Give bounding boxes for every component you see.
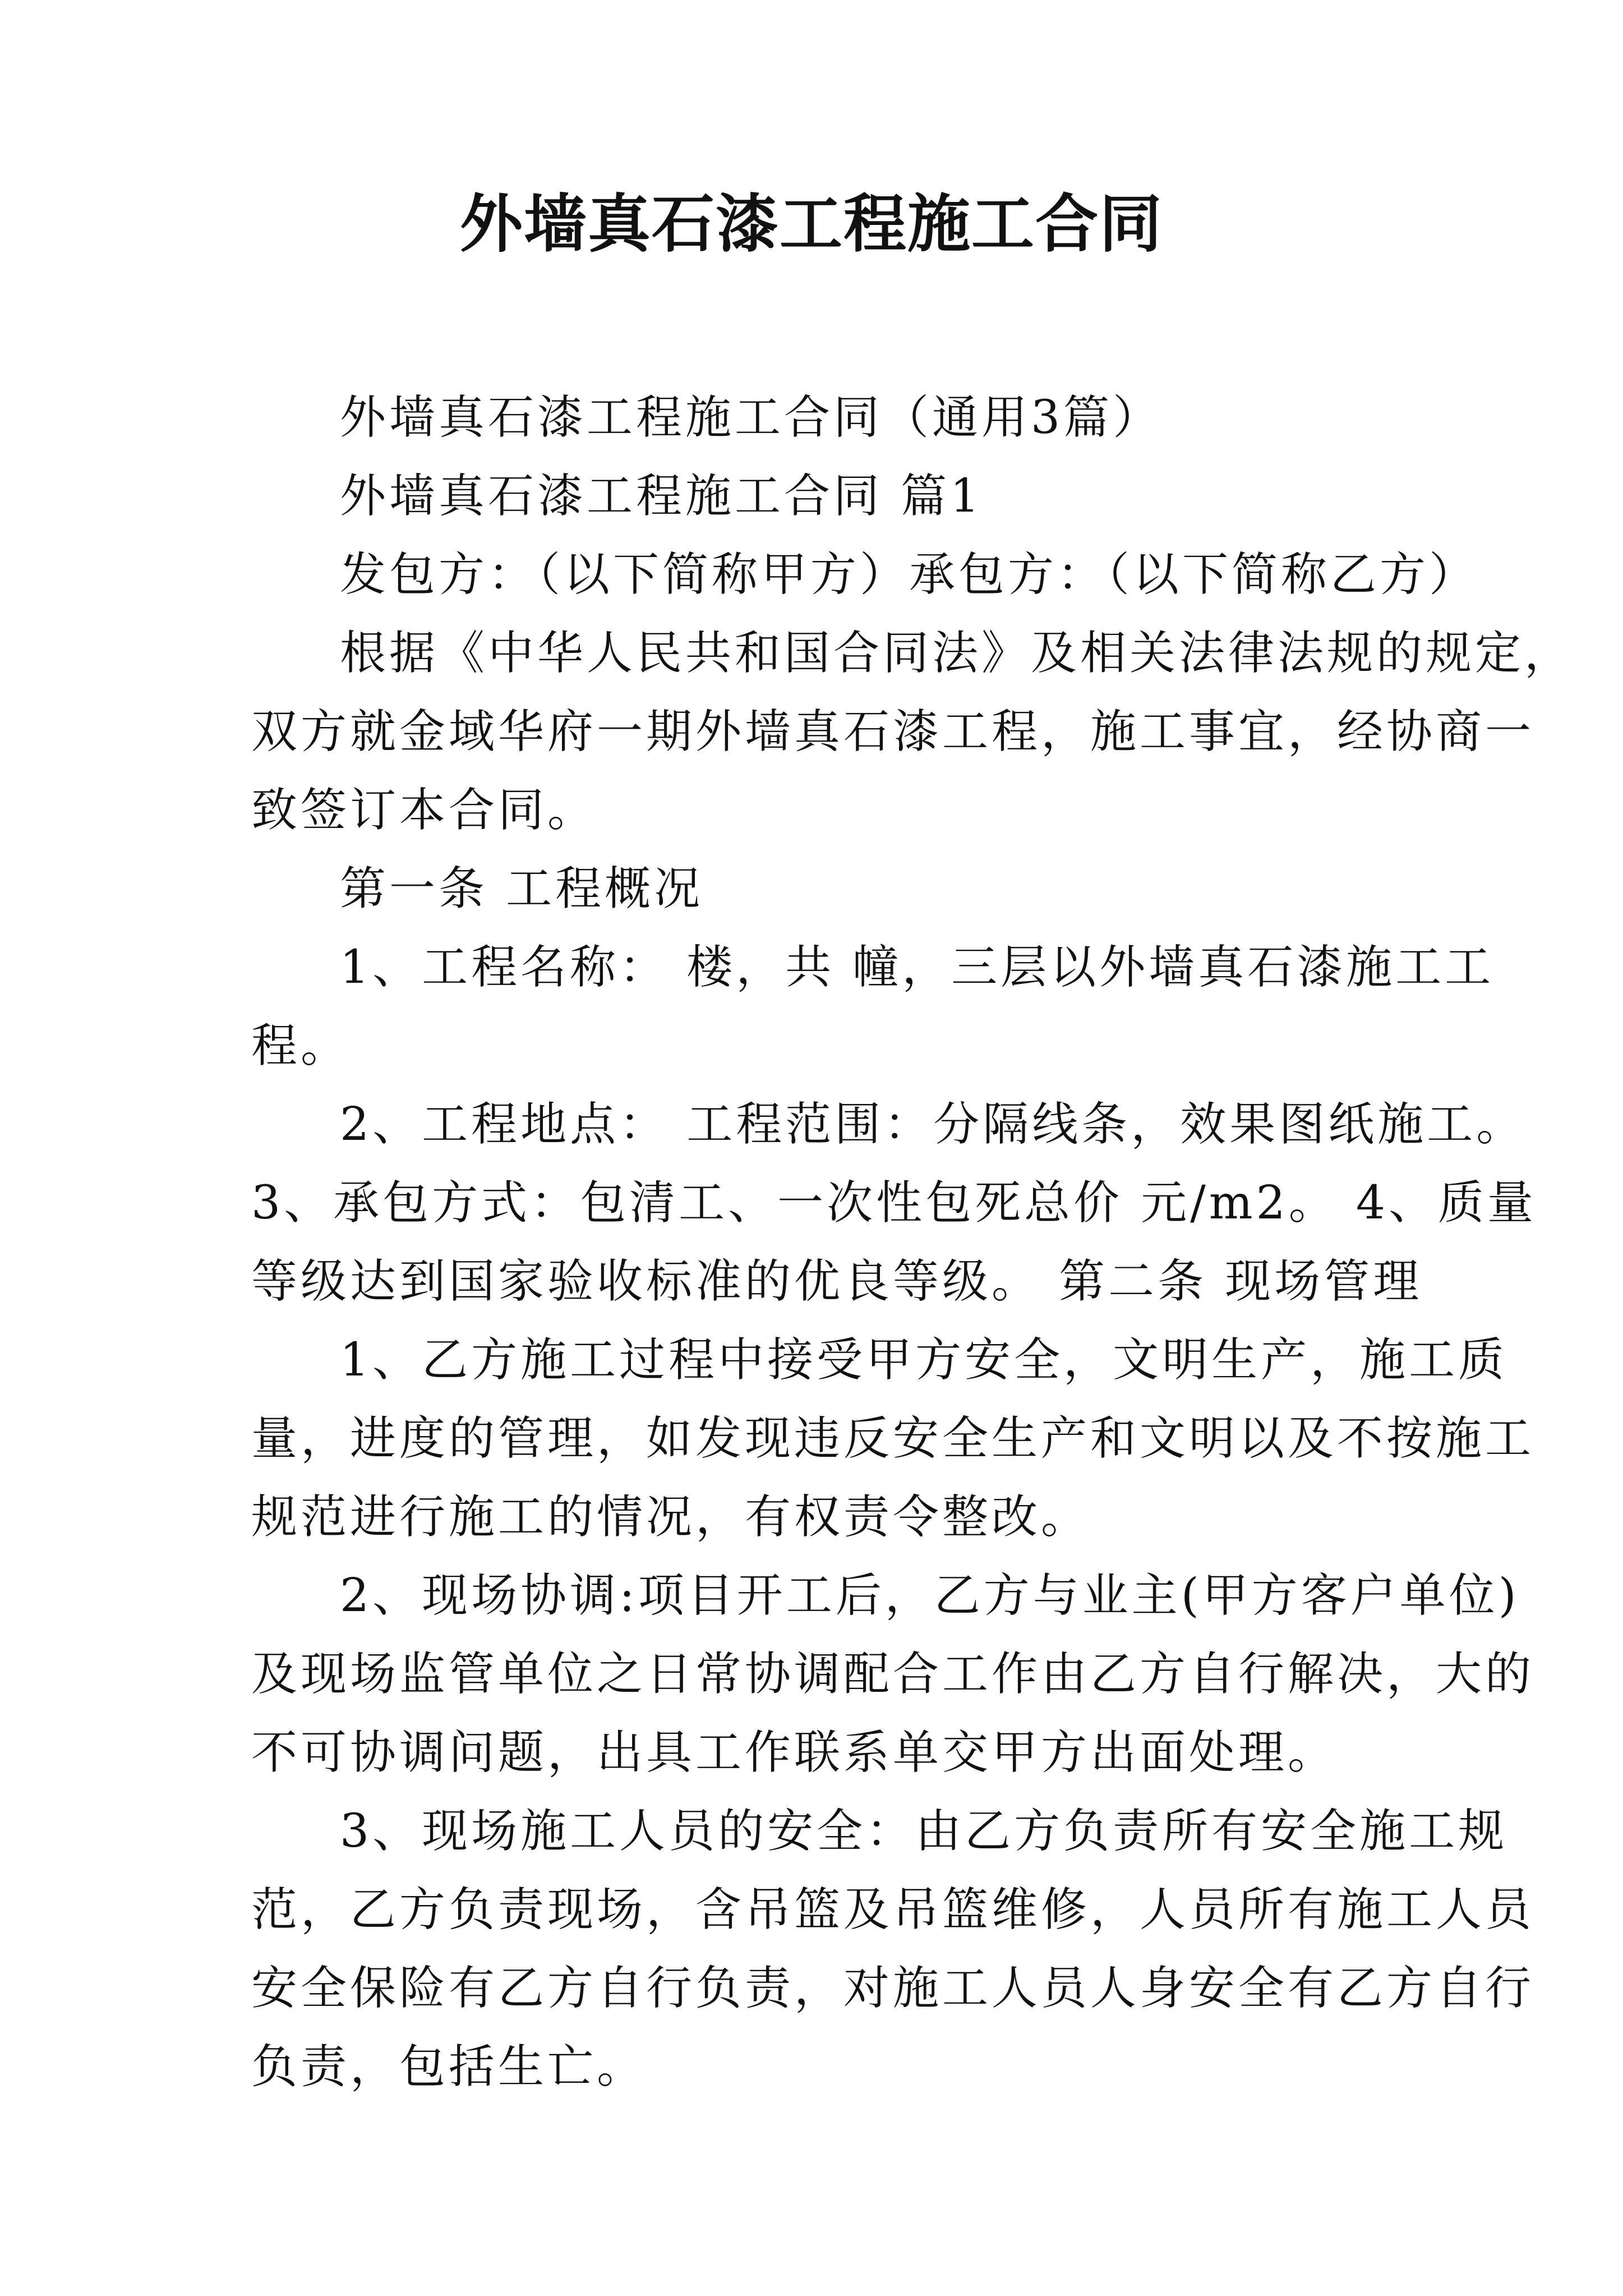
paragraph-line: 3、承包方式：包清工、一次性包死总价 元/m2。 4、质量: [251, 1176, 1537, 1230]
paragraph-line: 等级达到国家验收标准的优良等级。 第二条 现场管理: [251, 1255, 1423, 1308]
paragraph-line: 不可协调问题，出具工作联系单交甲方出面处理。: [251, 1726, 1338, 1779]
paragraph-line: 程。: [251, 1019, 351, 1073]
paragraph-line: 负责，包括生亡。: [251, 2040, 647, 2093]
paragraph-line: 范，乙方负责现场，含吊篮及吊篮维修，人员所有施工人员: [251, 1883, 1535, 1936]
paragraph-line: 量，进度的管理，如发现违反安全生产和文明以及不按施工: [251, 1412, 1535, 1465]
doc-subtitle: 外墙真石漆工程施工合同（通用3篇）: [340, 391, 1163, 444]
paragraph-line: 2、工程地点： 工程范围：分隔线条，效果图纸施工。: [340, 1098, 1526, 1151]
paragraph-line: 1、工程名称： 楼，共 幢，三层以外墙真石漆施工工: [340, 941, 1495, 994]
paragraph-line: 双方就金域华府一期外墙真石漆工程，施工事宜，经协商一: [251, 705, 1535, 758]
document-title: 外墙真石漆工程施工合同: [460, 187, 1163, 261]
article-heading: 第一条 工程概况: [340, 862, 704, 915]
section-heading: 外墙真石漆工程施工合同 篇1: [340, 470, 983, 523]
paragraph-line: 发包方：（以下简称甲方）承包方：（以下简称乙方）: [340, 548, 1479, 601]
paragraph-line: 及现场监管单位之日常协调配合工作由乙方自行解决，大的: [251, 1648, 1535, 1701]
paragraph-line: 安全保险有乙方自行负责，对施工人员人身安全有乙方自行: [251, 1962, 1535, 2015]
paragraph-line: 1、乙方施工过程中接受甲方安全，文明生产，施工质: [340, 1333, 1508, 1387]
paragraph-line: 根据《中华人民共和国合同法》及相关法律法规的规定，: [340, 627, 1574, 680]
document-body: [251, 379, 1574, 2106]
paragraph-line: 规范进行施工的情况，有权责令整改。: [251, 1490, 1091, 1544]
paragraph-line: 3、现场施工人员的安全：由乙方负责所有安全施工规: [340, 1805, 1508, 1858]
paragraph-line: 致签订本合同。: [251, 784, 597, 837]
paragraph-line: 2、现场协调:项目开工后，乙方与业主(甲方客户单位): [340, 1569, 1520, 1622]
